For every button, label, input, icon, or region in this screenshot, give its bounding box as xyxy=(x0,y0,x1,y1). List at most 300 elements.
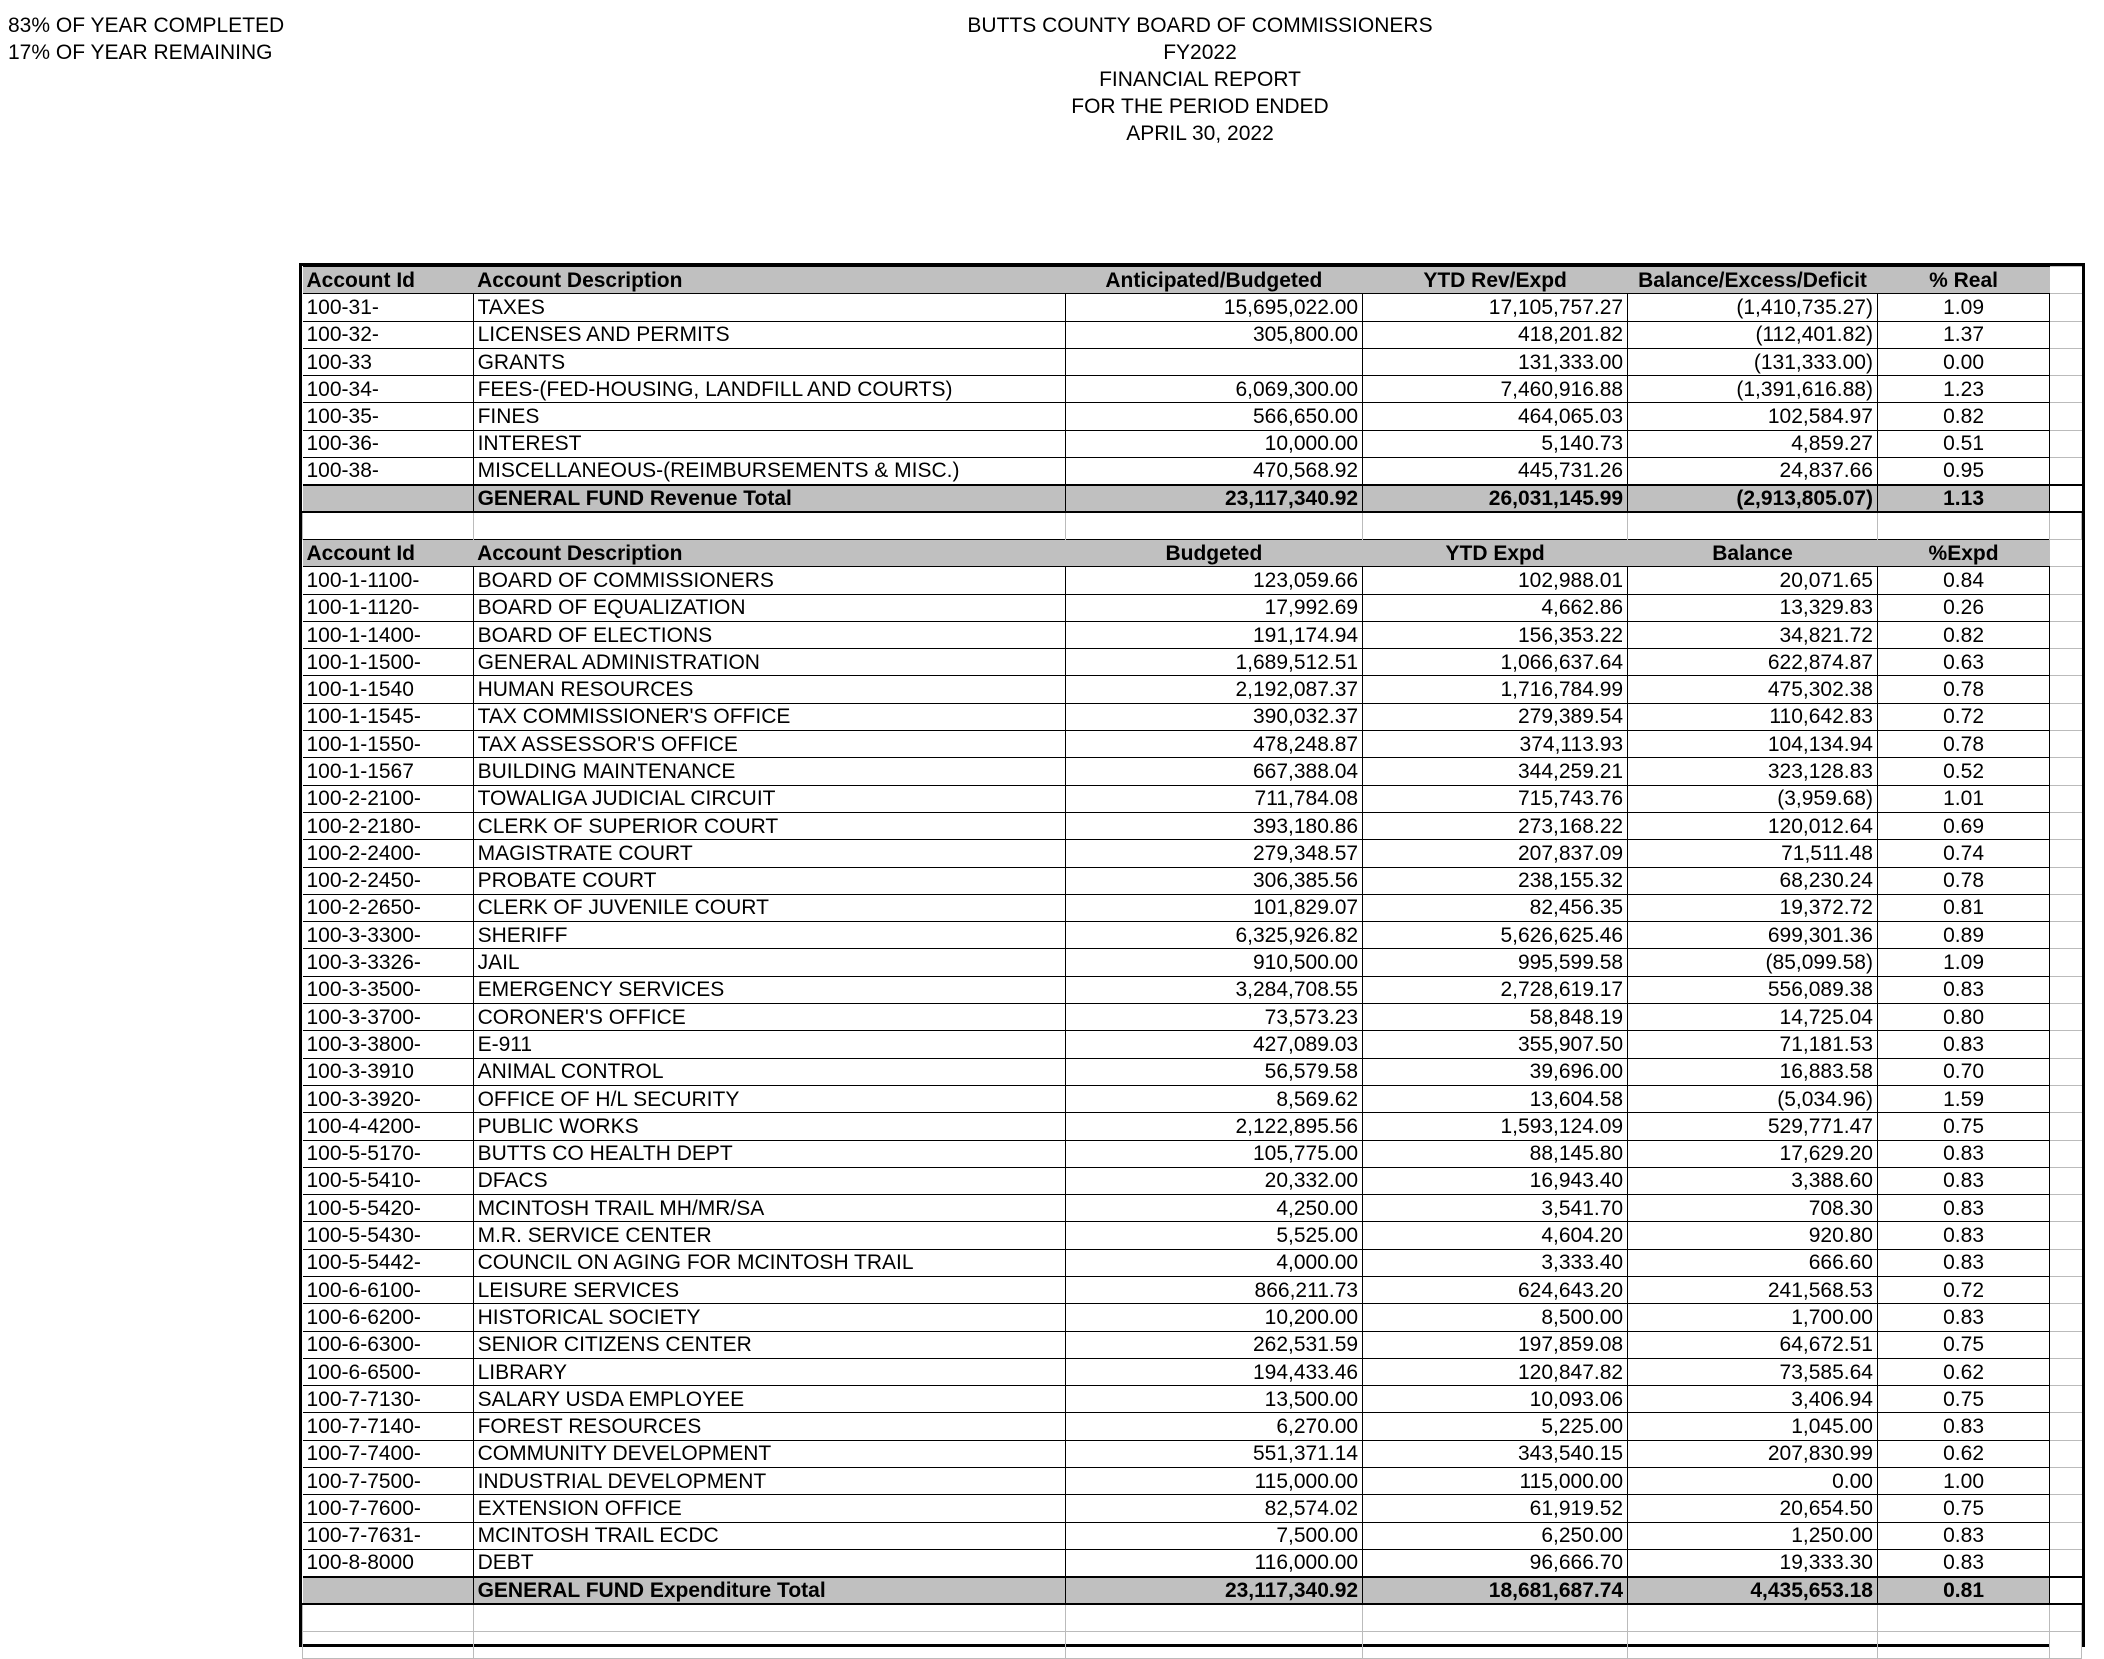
cell-balance: 1,250.00 xyxy=(1628,1522,1878,1549)
cell-percent: 0.83 xyxy=(1877,1031,2049,1058)
period-date: APRIL 30, 2022 xyxy=(1126,122,1274,145)
cell-percent: 0.95 xyxy=(1877,458,2049,485)
empty-cell xyxy=(2050,1358,2082,1385)
cell-ytd: 96,666.70 xyxy=(1363,1549,1628,1576)
cell-balance: 19,333.30 xyxy=(1628,1549,1878,1576)
cell-percent: 0.83 xyxy=(1877,976,2049,1003)
cell-budgeted: 551,371.14 xyxy=(1065,1440,1362,1467)
cell-account-description: OFFICE OF H/L SECURITY xyxy=(473,1085,1065,1112)
cell-balance: 556,089.38 xyxy=(1628,976,1878,1003)
cell-percent: 0.81 xyxy=(1877,894,2049,921)
cell-balance: 323,128.83 xyxy=(1628,758,1878,785)
empty-cell xyxy=(2050,512,2082,539)
cell-balance: 699,301.36 xyxy=(1628,922,1878,949)
cell-budgeted: 5,525.00 xyxy=(1065,1222,1362,1249)
expenditure-row xyxy=(303,1195,2082,1222)
cell-budgeted: 6,325,926.82 xyxy=(1065,922,1362,949)
cell-balance xyxy=(1628,512,1878,539)
blank-row xyxy=(303,1631,2082,1658)
expenditure-row xyxy=(303,1249,2082,1276)
cell-account-id: 100-7-7400- xyxy=(303,1440,474,1467)
cell-balance: 68,230.24 xyxy=(1628,867,1878,894)
cell-account-description: COMMUNITY DEVELOPMENT xyxy=(473,1440,1065,1467)
empty-cell xyxy=(2050,621,2082,648)
cell-ytd: 238,155.32 xyxy=(1363,867,1628,894)
empty-cell xyxy=(2050,1195,2082,1222)
cell-account-description: CORONER'S OFFICE xyxy=(473,1004,1065,1031)
empty-cell xyxy=(2050,1085,2082,1112)
cell-percent: 0.83 xyxy=(1877,1167,2049,1194)
year-completed-text: 83% OF YEAR COMPLETED xyxy=(8,14,285,37)
cell-budgeted: 4,250.00 xyxy=(1065,1195,1362,1222)
cell-budgeted: 194,433.46 xyxy=(1065,1358,1362,1385)
cell-percent: 0.75 xyxy=(1877,1113,2049,1140)
cell-budgeted: 73,573.23 xyxy=(1065,1004,1362,1031)
revenue-row xyxy=(303,430,2082,457)
cell-ytd: 624,643.20 xyxy=(1363,1276,1628,1303)
empty-cell xyxy=(2050,1276,2082,1303)
cell-account-description: LICENSES AND PERMITS xyxy=(473,321,1065,348)
cell-ytd: 102,988.01 xyxy=(1363,567,1628,594)
cell-percent: 0.83 xyxy=(1877,1249,2049,1276)
cell-balance: 666.60 xyxy=(1628,1249,1878,1276)
empty-cell xyxy=(2050,430,2082,457)
cell-percent: 0.26 xyxy=(1877,594,2049,621)
cell-percent: 1.09 xyxy=(1877,294,2049,321)
cell-budgeted: 115,000.00 xyxy=(1065,1468,1362,1495)
cell-account-description: PUBLIC WORKS xyxy=(473,1113,1065,1140)
cell-account-id: 100-3-3800- xyxy=(303,1031,474,1058)
cell-account-id: 100-3-3300- xyxy=(303,922,474,949)
empty-cell xyxy=(2050,949,2082,976)
cell-account-description: BUILDING MAINTENANCE xyxy=(473,758,1065,785)
cell-ytd: 4,604.20 xyxy=(1363,1222,1628,1249)
cell-account-id: 100-2-2450- xyxy=(303,867,474,894)
cell-balance: (5,034.96) xyxy=(1628,1085,1878,1112)
year-remaining-text: 17% OF YEAR REMAINING xyxy=(8,41,273,64)
cell-ytd: 279,389.54 xyxy=(1363,703,1628,730)
cell-account-id: 100-31- xyxy=(303,294,474,321)
expenditure-row xyxy=(303,1167,2082,1194)
cell-balance: 17,629.20 xyxy=(1628,1140,1878,1167)
cell-budgeted: 478,248.87 xyxy=(1065,731,1362,758)
cell-account-id: 100-36- xyxy=(303,430,474,457)
cell-ytd: 715,743.76 xyxy=(1363,785,1628,812)
cell-budgeted: 306,385.56 xyxy=(1065,867,1362,894)
cell-budgeted: 13,500.00 xyxy=(1065,1386,1362,1413)
cell-account-description xyxy=(473,1631,1065,1658)
cell-account-description: PROBATE COURT xyxy=(473,867,1065,894)
column-header-account-id: Account Id xyxy=(303,539,474,566)
cell-account-id: 100-5-5420- xyxy=(303,1195,474,1222)
expenditure-row xyxy=(303,1140,2082,1167)
expenditure-row xyxy=(303,894,2082,921)
cell-account-id: 100-1-1567 xyxy=(303,758,474,785)
expenditure-row xyxy=(303,949,2082,976)
cell-balance xyxy=(1628,1604,1878,1631)
expenditure-row xyxy=(303,1386,2082,1413)
expenditure-row xyxy=(303,1495,2082,1522)
empty-cell xyxy=(2050,1331,2082,1358)
cell-percent: 1.09 xyxy=(1877,949,2049,976)
cell-account-id: 100-7-7140- xyxy=(303,1413,474,1440)
cell-account-id: 100-6-6200- xyxy=(303,1304,474,1331)
empty-cell xyxy=(2050,403,2082,430)
expenditure-row xyxy=(303,1331,2082,1358)
cell-account-id: 100-38- xyxy=(303,458,474,485)
spacer-row xyxy=(303,512,2082,539)
cell-account-id: 100-34- xyxy=(303,376,474,403)
cell-percent: 0.70 xyxy=(1877,1058,2049,1085)
cell-budgeted: 4,000.00 xyxy=(1065,1249,1362,1276)
expenditure-row xyxy=(303,1004,2082,1031)
expenditure-row xyxy=(303,649,2082,676)
cell-balance: 3,406.94 xyxy=(1628,1386,1878,1413)
expenditure-header-row xyxy=(303,539,2082,566)
expenditure-row xyxy=(303,976,2082,1003)
cell-ytd: 445,731.26 xyxy=(1363,458,1628,485)
cell-budgeted: 1,689,512.51 xyxy=(1065,649,1362,676)
cell-ytd: 343,540.15 xyxy=(1363,1440,1628,1467)
cell-balance: (112,401.82) xyxy=(1628,321,1878,348)
cell-account-id: 100-3-3920- xyxy=(303,1085,474,1112)
empty-cell xyxy=(2050,758,2082,785)
cell-account-id: 100-1-1500- xyxy=(303,649,474,676)
cell-balance: 3,388.60 xyxy=(1628,1167,1878,1194)
cell-balance: 110,642.83 xyxy=(1628,703,1878,730)
cell-account-description: HUMAN RESOURCES xyxy=(473,676,1065,703)
cell-ytd: 3,333.40 xyxy=(1363,1249,1628,1276)
cell-percent: 0.63 xyxy=(1877,649,2049,676)
cell-balance: 1,045.00 xyxy=(1628,1413,1878,1440)
cell-percent: 1.01 xyxy=(1877,785,2049,812)
cell-ytd: 273,168.22 xyxy=(1363,812,1628,839)
cell-percent: 0.81 xyxy=(1877,1577,2049,1604)
cell-account-id: 100-2-2650- xyxy=(303,894,474,921)
column-header-budgeted: Budgeted xyxy=(1065,539,1362,566)
cell-account-id: 100-1-1100- xyxy=(303,567,474,594)
cell-ytd: 374,113.93 xyxy=(1363,731,1628,758)
cell-balance: (2,913,805.07) xyxy=(1628,485,1878,512)
cell-account-description: FINES xyxy=(473,403,1065,430)
cell-ytd: 61,919.52 xyxy=(1363,1495,1628,1522)
column-header-budgeted: Anticipated/Budgeted xyxy=(1065,267,1362,294)
cell-account-description: GENERAL FUND Expenditure Total xyxy=(473,1577,1065,1604)
cell-balance: 20,654.50 xyxy=(1628,1495,1878,1522)
cell-percent: 1.59 xyxy=(1877,1085,2049,1112)
report-header xyxy=(870,12,1530,147)
cell-ytd: 464,065.03 xyxy=(1363,403,1628,430)
expenditure-total-row xyxy=(303,1577,2082,1604)
cell-percent: 0.89 xyxy=(1877,922,2049,949)
cell-account-id: 100-1-1400- xyxy=(303,621,474,648)
cell-account-description: SHERIFF xyxy=(473,922,1065,949)
cell-budgeted: 566,650.00 xyxy=(1065,403,1362,430)
cell-percent: 0.83 xyxy=(1877,1522,2049,1549)
financial-report-sheet xyxy=(299,263,2085,1647)
cell-balance: 4,859.27 xyxy=(1628,430,1878,457)
expenditure-row xyxy=(303,1113,2082,1140)
cell-balance: 19,372.72 xyxy=(1628,894,1878,921)
cell-ytd: 207,837.09 xyxy=(1363,840,1628,867)
cell-balance: 0.00 xyxy=(1628,1468,1878,1495)
expenditure-row xyxy=(303,1468,2082,1495)
cell-balance: 120,012.64 xyxy=(1628,812,1878,839)
empty-cell xyxy=(2050,321,2082,348)
empty-cell xyxy=(2050,812,2082,839)
cell-account-id: 100-7-7130- xyxy=(303,1386,474,1413)
cell-ytd: 156,353.22 xyxy=(1363,621,1628,648)
cell-account-id: 100-3-3700- xyxy=(303,1004,474,1031)
empty-cell xyxy=(2050,785,2082,812)
expenditure-row xyxy=(303,1358,2082,1385)
cell-account-id: 100-2-2400- xyxy=(303,840,474,867)
cell-account-description: DEBT xyxy=(473,1549,1065,1576)
cell-balance: 102,584.97 xyxy=(1628,403,1878,430)
empty-cell xyxy=(2050,1113,2082,1140)
empty-cell xyxy=(2050,539,2082,566)
cell-percent: 0.82 xyxy=(1877,403,2049,430)
expenditure-row xyxy=(303,1413,2082,1440)
empty-cell xyxy=(2050,840,2082,867)
expenditure-row xyxy=(303,621,2082,648)
cell-account-description: MISCELLANEOUS-(REIMBURSEMENTS & MISC.) xyxy=(473,458,1065,485)
cell-budgeted: 667,388.04 xyxy=(1065,758,1362,785)
cell-percent: 0.75 xyxy=(1877,1386,2049,1413)
cell-budgeted xyxy=(1065,1604,1362,1631)
cell-budgeted: 8,569.62 xyxy=(1065,1085,1362,1112)
cell-account-id: 100-5-5410- xyxy=(303,1167,474,1194)
cell-budgeted: 7,500.00 xyxy=(1065,1522,1362,1549)
cell-budgeted: 711,784.08 xyxy=(1065,785,1362,812)
cell-account-id: 100-6-6500- xyxy=(303,1358,474,1385)
cell-account-id xyxy=(303,1604,474,1631)
column-header-account-id: Account Id xyxy=(303,267,474,294)
cell-budgeted: 82,574.02 xyxy=(1065,1495,1362,1522)
cell-account-description: INTEREST xyxy=(473,430,1065,457)
cell-ytd: 344,259.21 xyxy=(1363,758,1628,785)
cell-percent: 0.62 xyxy=(1877,1358,2049,1385)
empty-cell xyxy=(2050,1031,2082,1058)
empty-cell xyxy=(2050,485,2082,512)
cell-percent: 0.83 xyxy=(1877,1222,2049,1249)
cell-budgeted: 17,992.69 xyxy=(1065,594,1362,621)
cell-ytd: 16,943.40 xyxy=(1363,1167,1628,1194)
column-header-ytd: YTD Rev/Expd xyxy=(1363,267,1628,294)
empty-cell xyxy=(2050,458,2082,485)
cell-account-description: TOWALIGA JUDICIAL CIRCUIT xyxy=(473,785,1065,812)
cell-account-description: EXTENSION OFFICE xyxy=(473,1495,1065,1522)
cell-ytd: 17,105,757.27 xyxy=(1363,294,1628,321)
cell-account-description: BOARD OF ELECTIONS xyxy=(473,621,1065,648)
expenditure-row xyxy=(303,1058,2082,1085)
empty-cell xyxy=(2050,894,2082,921)
cell-percent: 0.00 xyxy=(1877,348,2049,375)
cell-account-description: GRANTS xyxy=(473,348,1065,375)
cell-ytd: 115,000.00 xyxy=(1363,1468,1628,1495)
cell-account-id xyxy=(303,512,474,539)
cell-ytd: 82,456.35 xyxy=(1363,894,1628,921)
cell-account-description: E-911 xyxy=(473,1031,1065,1058)
cell-account-id: 100-5-5430- xyxy=(303,1222,474,1249)
expenditure-row xyxy=(303,1522,2082,1549)
cell-budgeted: 6,270.00 xyxy=(1065,1413,1362,1440)
blank-row xyxy=(303,1604,2082,1631)
column-header-percent: % Real xyxy=(1877,267,2049,294)
cell-balance xyxy=(1628,1631,1878,1658)
cell-percent: 0.83 xyxy=(1877,1140,2049,1167)
empty-cell xyxy=(2050,1167,2082,1194)
cell-balance: 4,435,653.18 xyxy=(1628,1577,1878,1604)
cell-budgeted: 20,332.00 xyxy=(1065,1167,1362,1194)
cell-account-description: DFACS xyxy=(473,1167,1065,1194)
revenue-total-row xyxy=(303,485,2082,512)
cell-ytd: 131,333.00 xyxy=(1363,348,1628,375)
column-header-account-description: Account Description xyxy=(473,267,1065,294)
cell-percent: 1.23 xyxy=(1877,376,2049,403)
empty-cell xyxy=(2050,703,2082,730)
cell-budgeted: 2,122,895.56 xyxy=(1065,1113,1362,1140)
expenditure-row xyxy=(303,1549,2082,1576)
cell-account-id: 100-33 xyxy=(303,348,474,375)
cell-percent xyxy=(1877,512,2049,539)
cell-balance: (1,391,616.88) xyxy=(1628,376,1878,403)
cell-percent: 0.84 xyxy=(1877,567,2049,594)
cell-percent xyxy=(1877,1604,2049,1631)
cell-ytd: 2,728,619.17 xyxy=(1363,976,1628,1003)
cell-account-id xyxy=(303,1631,474,1658)
cell-budgeted: 56,579.58 xyxy=(1065,1058,1362,1085)
cell-percent: 0.75 xyxy=(1877,1495,2049,1522)
cell-account-description: GENERAL ADMINISTRATION xyxy=(473,649,1065,676)
expenditure-row xyxy=(303,1440,2082,1467)
cell-budgeted: 279,348.57 xyxy=(1065,840,1362,867)
cell-balance: (85,099.58) xyxy=(1628,949,1878,976)
cell-ytd xyxy=(1363,1604,1628,1631)
cell-budgeted: 10,000.00 xyxy=(1065,430,1362,457)
empty-cell xyxy=(2050,1304,2082,1331)
cell-balance: 71,511.48 xyxy=(1628,840,1878,867)
cell-budgeted: 2,192,087.37 xyxy=(1065,676,1362,703)
empty-cell xyxy=(2050,676,2082,703)
cell-balance: 64,672.51 xyxy=(1628,1331,1878,1358)
cell-percent: 0.83 xyxy=(1877,1304,2049,1331)
cell-account-description: BUTTS CO HEALTH DEPT xyxy=(473,1140,1065,1167)
cell-percent: 0.72 xyxy=(1877,703,2049,730)
year-status xyxy=(8,12,284,66)
cell-ytd: 4,662.86 xyxy=(1363,594,1628,621)
cell-balance: (131,333.00) xyxy=(1628,348,1878,375)
cell-balance: 13,329.83 xyxy=(1628,594,1878,621)
cell-account-id xyxy=(303,485,474,512)
cell-percent: 0.75 xyxy=(1877,1331,2049,1358)
cell-percent: 0.52 xyxy=(1877,758,2049,785)
revenue-header-row xyxy=(303,267,2082,294)
cell-ytd: 418,201.82 xyxy=(1363,321,1628,348)
cell-percent: 0.72 xyxy=(1877,1276,2049,1303)
column-header-account-description: Account Description xyxy=(473,539,1065,566)
cell-budgeted: 262,531.59 xyxy=(1065,1331,1362,1358)
expenditure-row xyxy=(303,676,2082,703)
cell-account-description: FEES-(FED-HOUSING, LANDFILL AND COURTS) xyxy=(473,376,1065,403)
expenditure-row xyxy=(303,812,2082,839)
cell-account-id: 100-1-1540 xyxy=(303,676,474,703)
cell-account-id: 100-3-3326- xyxy=(303,949,474,976)
column-header-ytd: YTD Expd xyxy=(1363,539,1628,566)
cell-budgeted: 3,284,708.55 xyxy=(1065,976,1362,1003)
cell-account-description: TAX ASSESSOR'S OFFICE xyxy=(473,731,1065,758)
cell-budgeted xyxy=(1065,1631,1362,1658)
column-header-balance: Balance/Excess/Deficit xyxy=(1628,267,1878,294)
expenditure-row xyxy=(303,731,2082,758)
empty-cell xyxy=(2050,1549,2082,1576)
cell-ytd: 13,604.58 xyxy=(1363,1085,1628,1112)
cell-ytd: 995,599.58 xyxy=(1363,949,1628,976)
cell-account-description: EMERGENCY SERVICES xyxy=(473,976,1065,1003)
cell-account-id: 100-2-2180- xyxy=(303,812,474,839)
cell-account-id: 100-5-5170- xyxy=(303,1140,474,1167)
expenditure-row xyxy=(303,1304,2082,1331)
empty-cell xyxy=(2050,267,2082,294)
cell-account-id: 100-3-3500- xyxy=(303,976,474,1003)
cell-account-id: 100-8-8000 xyxy=(303,1549,474,1576)
cell-account-description: MAGISTRATE COURT xyxy=(473,840,1065,867)
empty-cell xyxy=(2050,1495,2082,1522)
cell-account-description: M.R. SERVICE CENTER xyxy=(473,1222,1065,1249)
cell-budgeted: 10,200.00 xyxy=(1065,1304,1362,1331)
cell-ytd: 1,716,784.99 xyxy=(1363,676,1628,703)
cell-ytd: 5,140.73 xyxy=(1363,430,1628,457)
cell-balance: 529,771.47 xyxy=(1628,1113,1878,1140)
cell-account-description: JAIL xyxy=(473,949,1065,976)
cell-balance: 207,830.99 xyxy=(1628,1440,1878,1467)
cell-budgeted: 23,117,340.92 xyxy=(1065,1577,1362,1604)
empty-cell xyxy=(2050,1222,2082,1249)
revenue-row xyxy=(303,348,2082,375)
revenue-row xyxy=(303,458,2082,485)
cell-account-description: ANIMAL CONTROL xyxy=(473,1058,1065,1085)
empty-cell xyxy=(2050,376,2082,403)
expenditure-row xyxy=(303,840,2082,867)
empty-cell xyxy=(2050,867,2082,894)
cell-ytd: 197,859.08 xyxy=(1363,1331,1628,1358)
cell-account-id xyxy=(303,1577,474,1604)
cell-balance: 20,071.65 xyxy=(1628,567,1878,594)
revenue-row xyxy=(303,403,2082,430)
report-title: FINANCIAL REPORT xyxy=(1099,68,1301,91)
cell-percent: 0.74 xyxy=(1877,840,2049,867)
empty-cell xyxy=(2050,1631,2082,1658)
cell-balance: (1,410,735.27) xyxy=(1628,294,1878,321)
cell-budgeted xyxy=(1065,348,1362,375)
cell-ytd: 39,696.00 xyxy=(1363,1058,1628,1085)
cell-percent: 0.78 xyxy=(1877,676,2049,703)
empty-cell xyxy=(2050,731,2082,758)
cell-ytd: 120,847.82 xyxy=(1363,1358,1628,1385)
revenue-row xyxy=(303,294,2082,321)
cell-budgeted: 470,568.92 xyxy=(1065,458,1362,485)
cell-budgeted: 6,069,300.00 xyxy=(1065,376,1362,403)
cell-balance: 14,725.04 xyxy=(1628,1004,1878,1031)
empty-cell xyxy=(2050,294,2082,321)
cell-percent: 1.00 xyxy=(1877,1468,2049,1495)
cell-account-description: LIBRARY xyxy=(473,1358,1065,1385)
cell-account-description: SALARY USDA EMPLOYEE xyxy=(473,1386,1065,1413)
empty-cell xyxy=(2050,1140,2082,1167)
cell-budgeted: 910,500.00 xyxy=(1065,949,1362,976)
cell-ytd: 7,460,916.88 xyxy=(1363,376,1628,403)
empty-cell xyxy=(2050,1058,2082,1085)
